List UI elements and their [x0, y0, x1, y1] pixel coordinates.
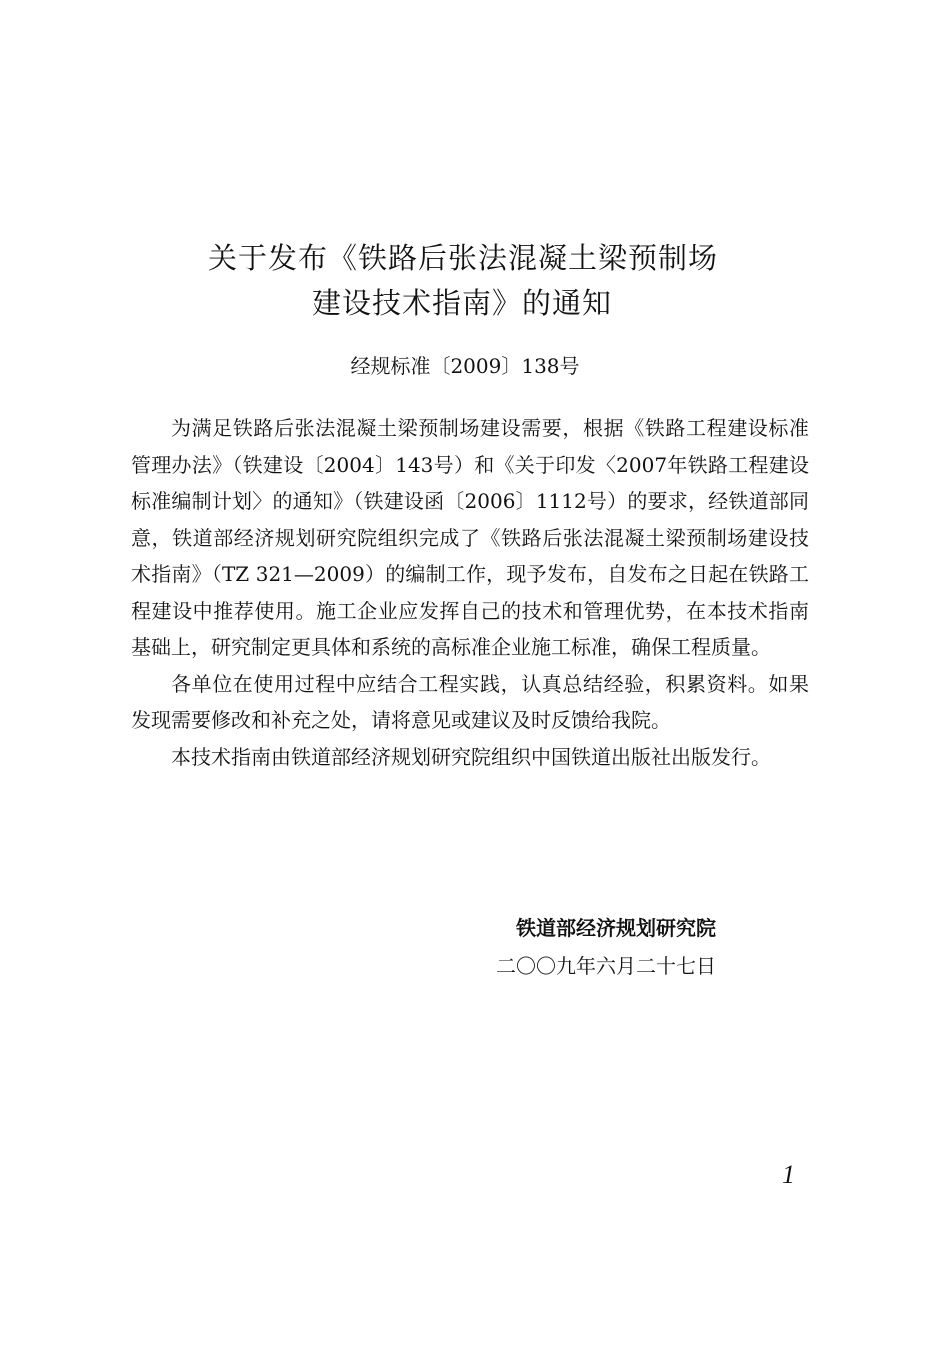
notice-title-line-1: 关于发布《铁路后张法混凝土梁预制场	[207, 241, 718, 275]
body-paragraph-1: 为满足铁路后张法混凝土梁预制场建设需要，根据《铁路工程建设标准管理办法》（铁建设〔2004〕143号）和《关于印发〈2007年铁路工程建设标准编制计划〉的通知》（铁建设函〔2006〕1112号）的要求，经铁道部同意，铁道部经济规划研究院组织完成了《铁路后张法混凝土梁预制场建设技术指南》（TZ 321—2009）的编制工作，现予发布，自发布之日起在铁路工程建设中推荐使用。施工企业应发挥自己的技术和管理优势，在本技术指南基础上，研究制定更具体和系统的高标准企业施工标准，确保工程质量。	[131, 416, 809, 659]
document-number: 经规标准〔2009〕138号	[350, 354, 580, 378]
notice-body	[131, 410, 809, 775]
body-paragraph-3: 本技术指南由铁道部经济规划研究院组织中国铁道出版社出版发行。	[171, 744, 771, 769]
notice-title-line-2: 建设技术指南》的通知	[311, 286, 612, 320]
body-paragraph-2: 各单位在使用过程中应结合工程实践，认真总结经验，积累资料。如果发现需要修改和补充之处，请将意见或建议及时反馈给我院。	[131, 671, 809, 732]
page-number: 1	[782, 1160, 795, 1189]
issuing-organization: 铁道部经济规划研究院	[516, 916, 716, 940]
issue-date: 二〇〇九年六月二十七日	[496, 954, 716, 978]
